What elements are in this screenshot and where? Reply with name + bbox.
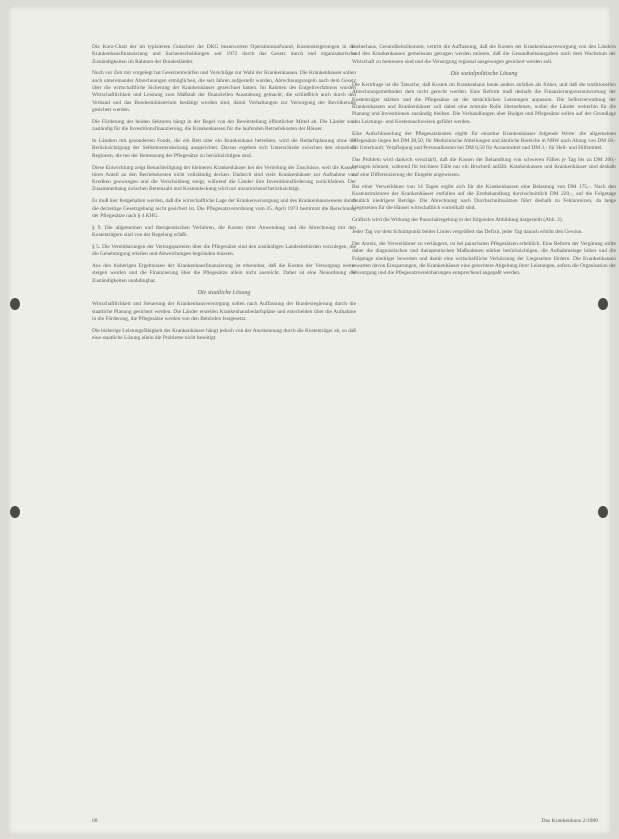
paragraph: In Ländern mit gesonderten Fonds, die ein Bett oder ein Krankenhaus betreiben, wird die Bedarfsplanung ohne die Berücksichtigung der Selbstkostendeckung ausgerichtet. Daraus ergeben sich Unterschiede zwischen den einzelnen Regionen, die bei der Bemessung der Pflegesätze zu berücksichtigen sind. <box>92 138 356 159</box>
paragraph: Jeder Tag vor dem Schnittpunkt beider Linien vergrößert das Defizit, jeder Tag danach erhöht den Gewinn. <box>352 229 583 236</box>
paragraph: Die Kernfrage ist die Tatsache, daß Kosten im Krankenhaus heute anders anfallen als früher, und daß die traditionellen Abrechnungsmethoden dem nicht gerecht werden. Eine Reform muß deshalb die Finanzierungsverantwortung der Kostenträger stärken und die Pflegesätze an die tatsächlichen Leistungen anpassen. Die Selbstverwaltung der Krankenkassen und Krankenhäuser soll dabei eine zentrale Rolle übernehmen, wobei die Länder weiterhin für die Planung und Investitionen zuständig bleiben. Die Verhandlungen über Budget und Pflegesätze sollen auf der Grundlage von Leistungs- und Kostennachweisen geführt werden. <box>352 82 616 125</box>
punch-hole <box>10 298 20 310</box>
paragraph: Der Anreiz, die Verweildauer zu verlängern, ist bei pauschalen Pflegesätzen erheblich. Eine Reform der Vergütung sollte daher die diagnostischen und therapeutischen Maßnahmen stärker berücksichtigen, die Aufnahmetage höher und die Folgetage niedriger bewerten und damit eine wirtschaftliche Verkürzung der Liegezeiten fördern. Die Krankenkassen erwarten davon Einsparungen, die Krankenhäuser eine gerechtere Abgeltung ihrer Leistungen, sofern die Organisation der Versorgung und die Pflegesatzvereinbarungen entsprechend angepaßt werden. <box>352 241 616 277</box>
publication-name: Das Krankenhaus 2/1980 <box>541 818 598 824</box>
page-footer <box>92 818 616 824</box>
paragraph: Das Problem wird dadurch verschärft, daß die Kosten der Behandlung von schweren Fällen je Tag bis zu DM 200,- betragen können, während für leichtere Fälle nur ein Bruchteil anfällt. Krankenkassen und Krankenhäuser sind deshalb auf eine Differenzierung der Entgelte angewiesen. <box>352 157 616 178</box>
paragraph: Aus den bisherigen Ergebnissen der Krankenhausfinanzierung ist erkennbar, daß die Kosten der Versorgung weiter steigen werden und die Finanzierung über die Pflegesätze allein nicht ausreicht. Daher ist eine Neuordnung der Zuständigkeiten unabdingbar. <box>92 263 356 284</box>
page-number: 68 <box>92 818 98 824</box>
paragraph: Lieberhaus, Gesundheitsökonom, vertritt die Auffassung, daß die Kosten der Krankenhausversorgung von den Ländern und den Krankenkassen gemeinsam getragen werden müssen, daß die Gesundheitsausgaben nach dem Wachstum der Wirtschaft zu bemessen sind und die Versorgung regional ausgewogen gesichert werden soll. <box>352 44 616 65</box>
punch-hole <box>598 298 608 310</box>
paragraph: § 5. Die Vereinbarungen der Vertragsparteien über die Pflegesätze sind den zuständigen Landesbehörden vorzulegen, die die Genehmigung erteilen und Abweichungen begründen müssen. <box>92 243 356 258</box>
document-page <box>8 6 616 835</box>
left-text-column <box>92 44 356 347</box>
paragraph: Grafisch wird die Wirkung der Pauschalregelung in der folgenden Abbildung dargestellt (Abb. 2). <box>352 217 563 224</box>
paragraph: Eine Aufschlüsselung der Pflegesatzkosten ergibt für einzelne Krankenhäuser folgende Werte: die allgemeinen Pflegesätze liegen bei DM 28,50, für Medizinische Abteilungen und ähnliche Bereiche in NRW nach Abzug von DM 18,- für Unterkunft, Verpflegung und Personalkosten bei DM 6,50 für Arzneimittel und DM 3,- für Heil- und Hilfsmittel. <box>352 130 616 152</box>
paragraph: § 9. Die allgemeinen und therapeutischen Verfahren, die Kosten ihrer Anwendung und die Abrechnung mit den Kostenträgern sind von der Regelung erfaßt. <box>92 224 356 239</box>
paragraph: Noch vor Zeit mit vorgelegt hat Gesetzentwürfen und Vorschläge zur Wahl der Krankenkassen. Die Krankenhäuser sollen auch untereinander Abrechnungen ermöglichen, die seit Jahren aufgestellt wurden, Abrechnungsregeln nach dem Gesetz über die wirtschaftliche Sicherung der Krankenhäuser gezeichnet hatten. Im Rahmen des Entgeltverfahrens wurden Wirtschaftlichkeit und Leistung zum Maßstab der finanziellen Ausstattung gemacht, die schließlich auch durch den Verband und das Bundesministerium bestätigt worden sind, damit Vorhaltungen zur Versorgung der Bevölkerung gesichert werden. <box>92 70 356 113</box>
right-text-column <box>352 44 616 282</box>
paragraph: Die bisherige Leistungsfähigkeit der Krankenhäuser hängt jedoch von der Anerkennung durch die Kostenträger ab, so daß eine staatliche Lösung allein die Probleme nicht beseitigt. <box>92 327 356 342</box>
punch-hole <box>598 506 608 518</box>
paragraph: Wirtschaftlichkeit und Steuerung der Krankenhausversorgung sollen nach Auffassung der Bundesregierung durch die staatliche Planung gesichert werden. Die Länder erstellen Krankenhausbedarfspläne und entscheiden über die Aufnahme in die Förderung, die Pflegesätze werden von den Behörden festgesetzt. <box>92 301 356 322</box>
paragraph: Die Kurz-Chart der im typisierten Gutachter der DKG beantworten Operationsaufwand, Kostensteigerungen in der Krankenhausfinanzierung und Sachentscheidungen seit 1972 durch das Gesetz durch und organisatorische Zuständigkeiten im Rahmen der Bundesländer. <box>92 44 356 65</box>
section-heading: Die sozialpolitische Lösung <box>450 70 518 77</box>
paragraph: Bei einer Verweildauer von 14 Tagen ergibt sich für die Krankenkassen eine Belastung von DM 175,-. Nach den Kostenstrukturen der Krankenhäuser entfallen auf die Erstbehandlung durchschnittlich DM 220,-, auf die Folgetage deutlich niedrigere Beträge. Die Abrechnung nach Durchschnittssätzen führt deshalb zu Fehlanreizen, da lange Liegezeiten für die Häuser wirtschaftlich vorteilhaft sind. <box>352 183 616 212</box>
paragraph: Es muß hier festgehalten werden, daß die wirtschaftliche Lage der Krankenversorgung und des Krankenhauswesens durch die derzeitige Gesetzgebung nicht gesichert ist. Die Pflegesatzverordnung vom 25. April 1973 bestimmt die Berechnung der Pflegesätze nach § 4 KHG. <box>92 198 356 219</box>
section-heading: Die staatliche Lösung <box>197 290 251 297</box>
paragraph: Diese Entwicklung zeigt Benachteiligung der kleineren Krankenhäuser bei der Verteilung der Zuschüsse, weil die Kassen ihren Anteil an den Betriebskosten nicht vollständig decken. Dadurch sind viele Krankenhäuser zur Aufnahme von Krediten gezwungen und die Verschuldung steigt, während die Länder ihre Investitionsförderung zurückfahren. Der Zusammenhang zwischen Bettenzahl und Kostendeckung wird nur unzureichend berücksichtigt. <box>92 164 356 193</box>
paragraph: Die Förderung der beiden Sektoren hängt in der Regel von der Bereitstellung öffentlicher Mittel ab. Die Länder sind zuständig für die Investitionsfinanzierung, die Krankenkassen für die laufenden Betriebskosten der Häuser. <box>92 118 356 133</box>
punch-hole <box>10 506 20 518</box>
